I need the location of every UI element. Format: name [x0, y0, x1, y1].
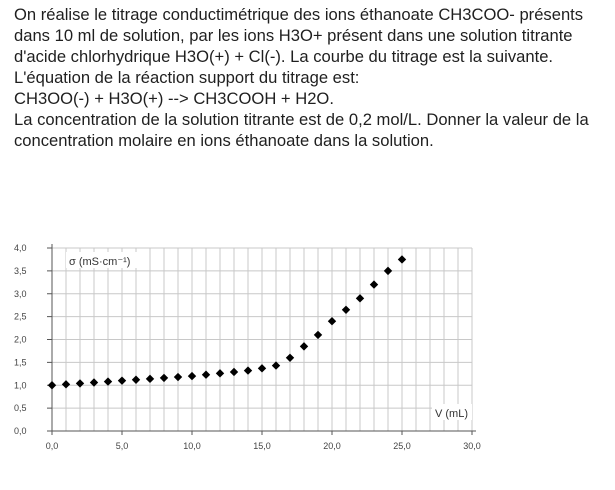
chart-points [48, 255, 406, 389]
chart-axes [14, 243, 481, 451]
data-point [118, 376, 126, 384]
x-tick-label: 10,0 [183, 441, 201, 451]
x-tick-label: 5,0 [115, 441, 129, 451]
data-point [48, 381, 56, 389]
x-tick-label: 20,0 [323, 441, 341, 451]
y-axis-label: σ (mS·cm⁻¹) [69, 256, 131, 268]
data-point [370, 280, 378, 288]
data-point [216, 369, 224, 377]
data-point [328, 317, 336, 325]
data-point [314, 331, 322, 339]
y-tick-label: 2,5 [14, 311, 27, 322]
data-point [230, 368, 238, 376]
y-tick-label: 0,0 [14, 426, 27, 436]
data-point [286, 354, 294, 362]
x-tick-label: 15,0 [253, 441, 271, 451]
data-point [342, 306, 350, 314]
y-tick-label: 0,5 [14, 403, 27, 414]
data-point [146, 375, 154, 383]
y-tick-label: 1,0 [14, 380, 27, 391]
y-tick-label: 2,0 [14, 334, 27, 345]
data-point [188, 372, 196, 380]
data-point [132, 376, 140, 384]
data-point [258, 364, 266, 372]
question-paragraph-1: On réalise le titrage conductimétrique des ions éthanoate CH3COO- présents dans 10 ml de solution, par les ions H3O+ présent dans une solution titrante d'acide chlorhydrique H3O(+) + Cl(-). La courbe du titrage est la suivante. L'équation de la réaction support du titrage est: [14, 5, 584, 87]
data-point [62, 380, 70, 388]
titration-chart [0, 230, 615, 490]
data-point [202, 371, 210, 379]
x-tick-label: 30,0 [463, 441, 481, 451]
question-paragraph-2: La concentration de la solution titrante est de 0,2 mol/L. Donner la valeur de la concentration molaire en ions éthanoate dans la solution. [14, 110, 589, 150]
reaction-equation: CH3OO(-) + H3O(+) --> CH3COOH + H2O. [14, 89, 334, 108]
data-point [356, 294, 364, 302]
chart-grid [52, 248, 472, 431]
data-point [384, 267, 392, 275]
data-point [160, 374, 168, 382]
data-point [244, 366, 252, 374]
y-tick-label: 4,0 [14, 243, 27, 253]
y-tick-label: 1,5 [14, 357, 27, 368]
y-tick-label: 3,0 [14, 288, 27, 299]
y-tick-label: 3,5 [14, 265, 27, 276]
data-point [398, 255, 406, 263]
data-point [300, 342, 308, 350]
x-tick-label: 0,0 [45, 441, 59, 451]
chart-labels [66, 252, 472, 420]
data-point [104, 377, 112, 385]
data-point [76, 379, 84, 387]
data-point [174, 373, 182, 381]
x-axis-label: V (mL) [435, 408, 468, 420]
x-tick-label: 25,0 [393, 441, 411, 451]
question-text [14, 4, 604, 151]
